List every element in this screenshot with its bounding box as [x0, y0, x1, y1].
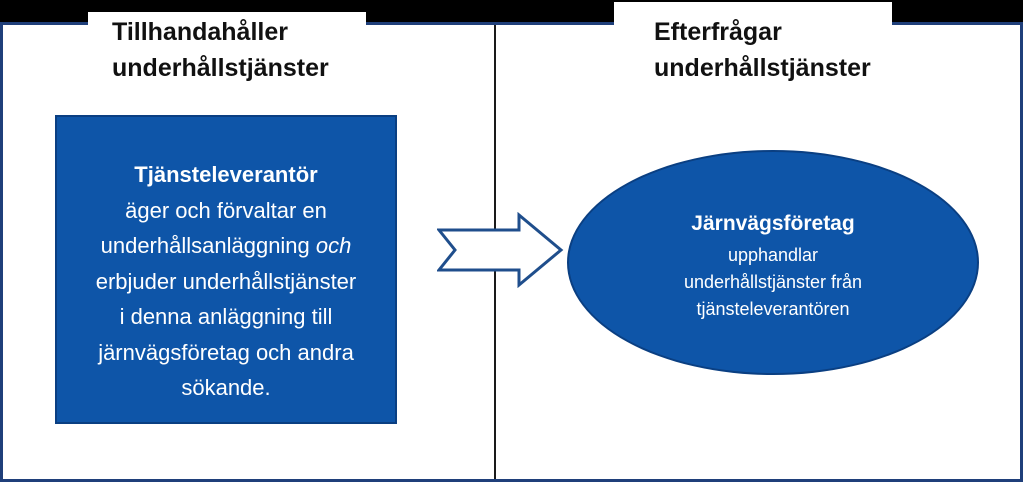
service-provider-line6: sökande. [181, 375, 271, 400]
right-heading-line2: underhållstjänster [654, 54, 871, 82]
service-provider-title: Tjänsteleverantör [134, 162, 318, 187]
service-provider-line3: erbjuder underhållstjänster [95, 268, 357, 294]
service-provider-line1: äger och förvaltar en [125, 197, 327, 223]
service-provider-line5: järnvägsföretag och andra [98, 339, 354, 365]
service-provider-line2-text: underhållsanläggning [100, 233, 316, 258]
left-heading-line2: underhållstjänster [112, 54, 329, 82]
right-heading-line1: Efterfrågar [654, 18, 782, 46]
service-provider-line2-emphasis: och [315, 233, 352, 258]
service-provider-line4: i denna anläggning till [119, 304, 333, 329]
railway-company-title: Järnvägsföretag [691, 212, 855, 235]
railway-company-line3: tjänsteleverantören [696, 299, 850, 319]
railway-company-ellipse [567, 150, 979, 375]
left-panel-heading [88, 12, 366, 94]
left-heading-line1: Tillhandahåller [112, 18, 288, 46]
service-provider-line2 [57, 228, 395, 264]
railway-company-line2: underhållstjänster från [683, 272, 863, 292]
right-panel-heading [614, 2, 892, 94]
railway-company-line1: upphandlar [727, 245, 819, 265]
right-arrow-icon [437, 212, 565, 288]
service-provider-box [55, 115, 397, 424]
